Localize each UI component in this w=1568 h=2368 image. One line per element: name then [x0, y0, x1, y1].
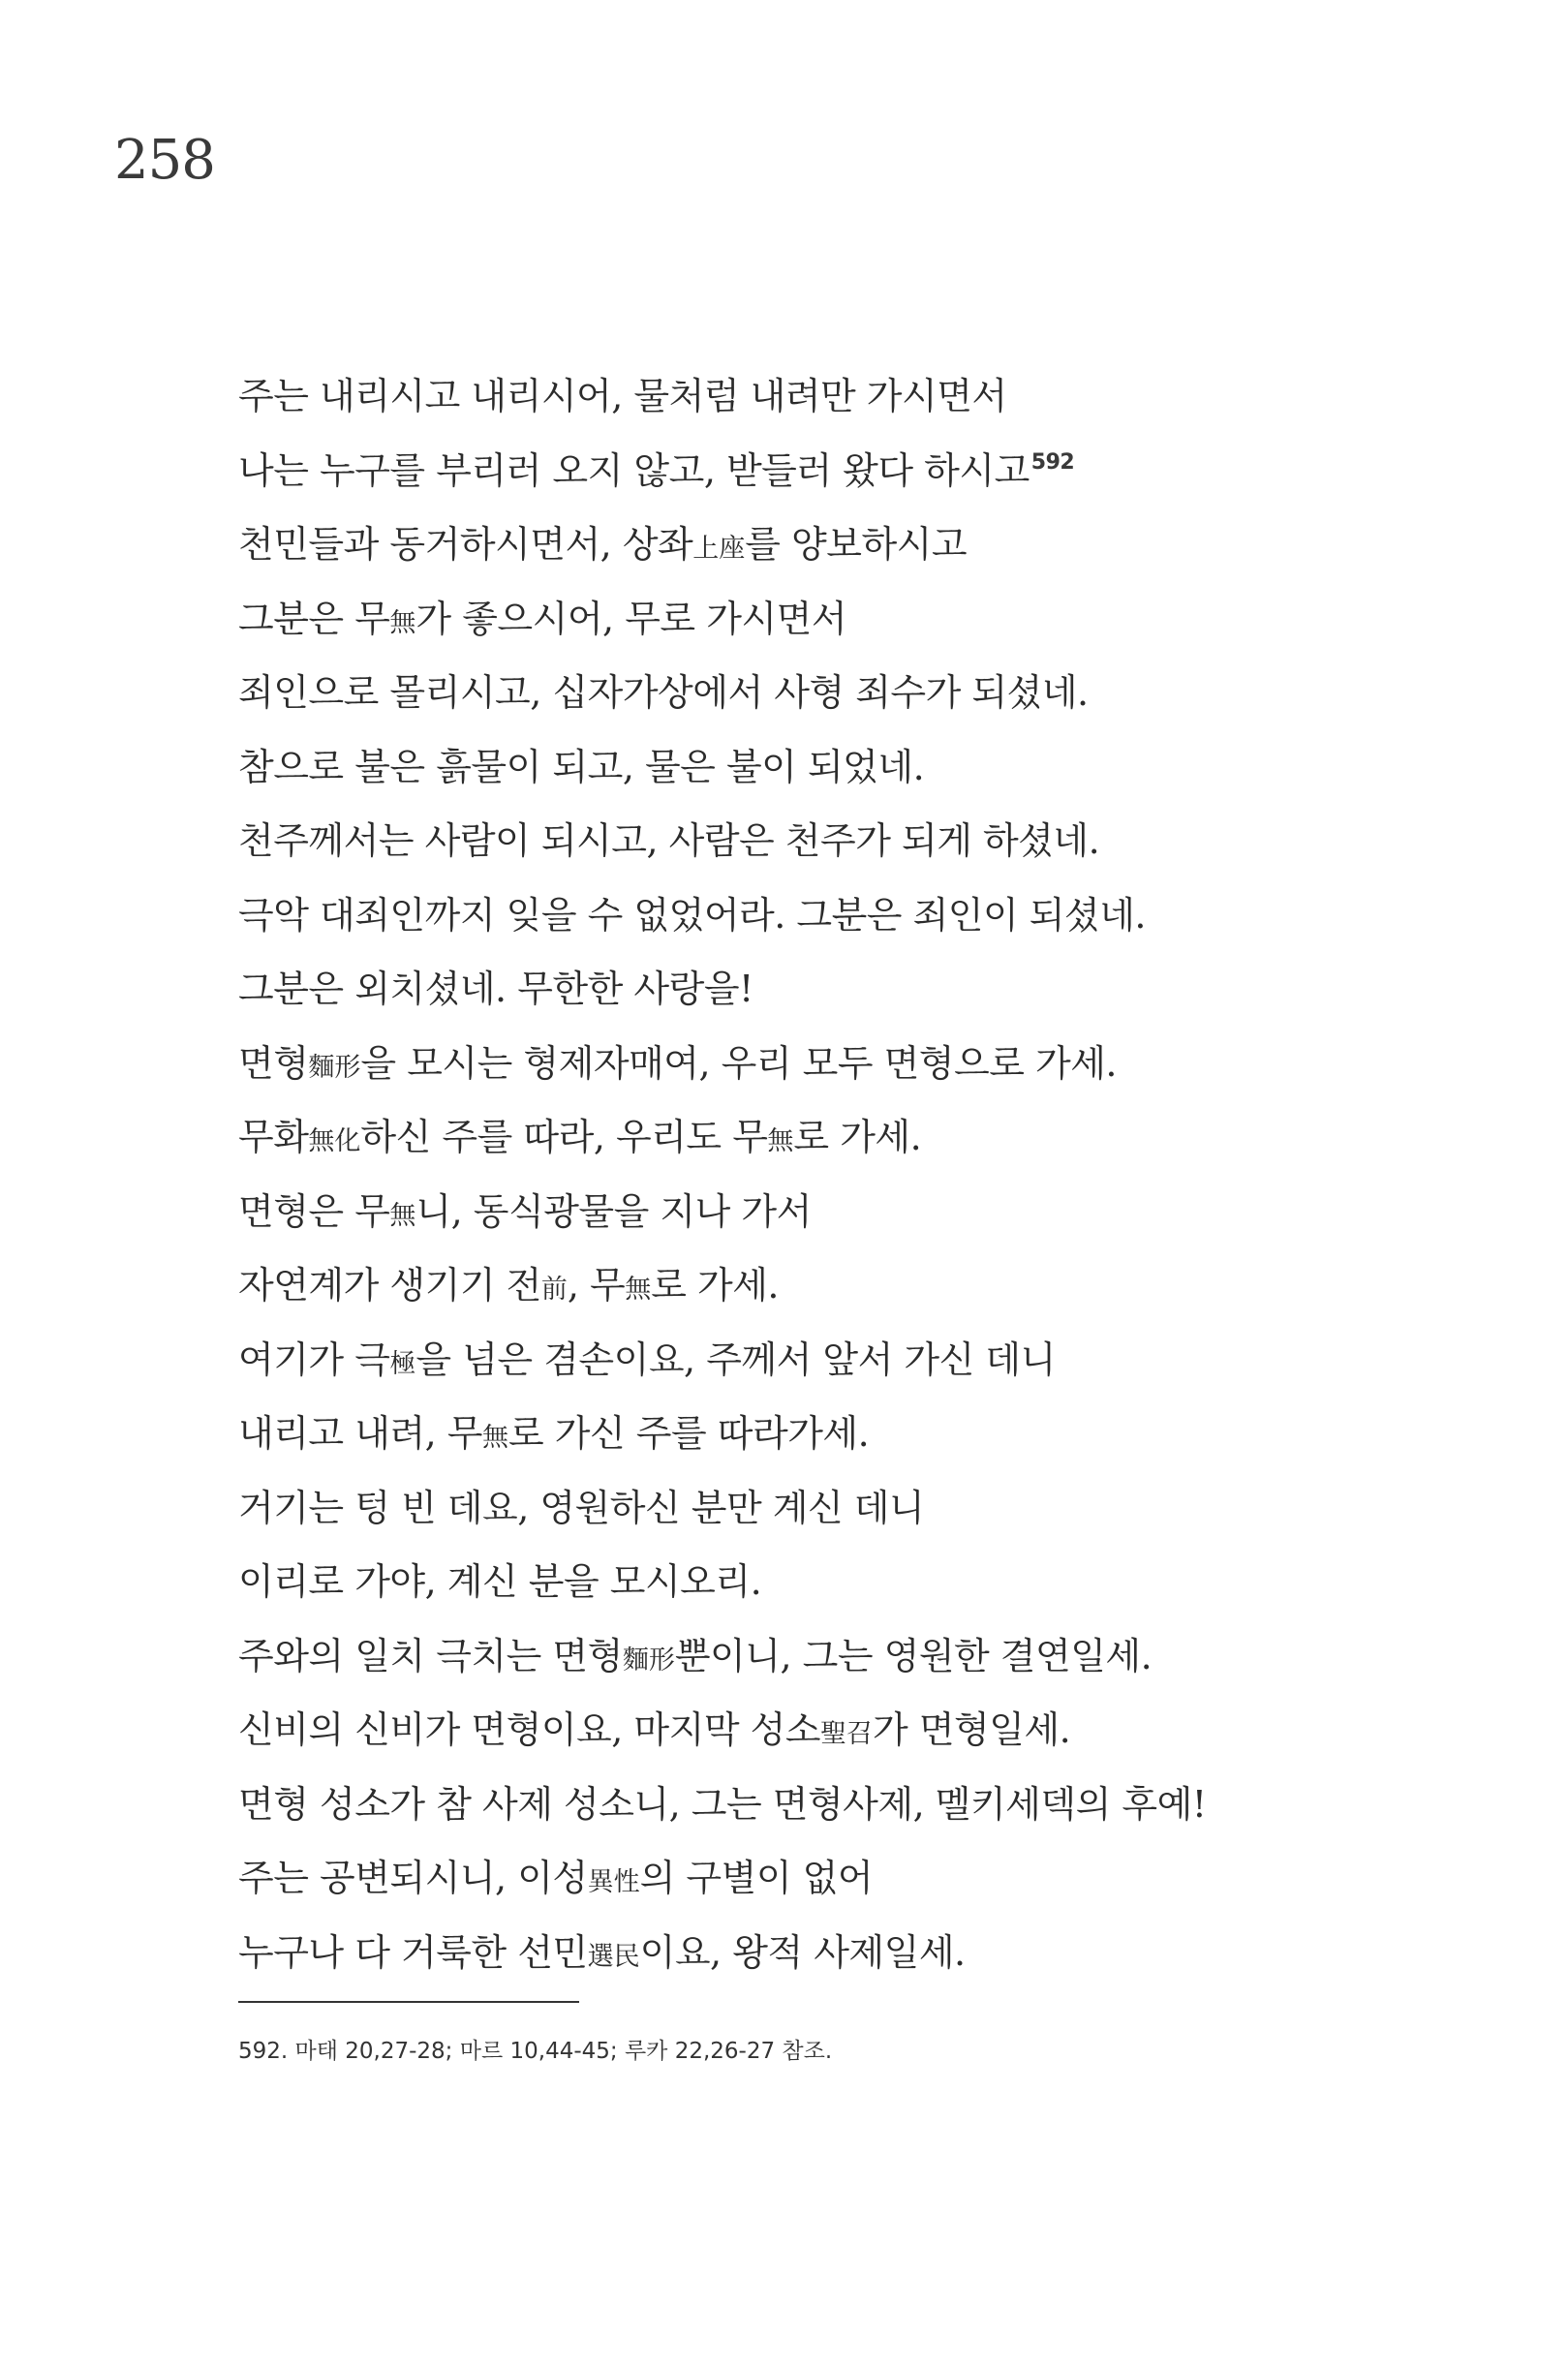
hanja-gloss: 聖召: [820, 1719, 874, 1749]
poem-line: [238, 1175, 1497, 1249]
hanja-gloss: 無化: [308, 1126, 361, 1156]
poem-line: [238, 1693, 1497, 1768]
line-text: 누구나 다 거룩한 선민: [238, 1930, 588, 1974]
poem-line: [238, 1619, 1497, 1694]
line-text: 신비의 신비가 면형이요, 마지막 성소: [238, 1708, 821, 1751]
line-text: 무화: [238, 1116, 309, 1158]
line-text: 가 좋으시어, 무로 가시면서: [415, 597, 847, 640]
line-text: 주와의 일치 극치는 면형: [238, 1634, 623, 1677]
hanja-gloss: 無: [625, 1275, 652, 1305]
hanja-gloss: 無: [389, 1200, 416, 1231]
hanja-gloss: 選民: [587, 1941, 640, 1972]
line-text: 참으로 불은 흙물이 되고, 물은 불이 되었네.: [238, 745, 925, 788]
footnote-ref: 592: [1030, 449, 1075, 475]
line-text: 면형 성소가 참 사제 성소니, 그는 면형사제, 멜키세덱의 후예!: [238, 1782, 1207, 1826]
poem-line: [238, 1471, 1497, 1546]
hanja-gloss: 麵形: [308, 1052, 361, 1083]
poem-line: [238, 1545, 1497, 1619]
line-text: 그분은 외치셨네. 무한한 사랑을!: [238, 968, 753, 1010]
line-text: 그분은 무: [238, 597, 390, 640]
line-text: 을 넘은 겸손이요, 주께서 앞서 가신 데니: [415, 1338, 1056, 1381]
footnote-divider: [238, 2001, 579, 2003]
hanja-gloss: 異性: [587, 1867, 640, 1897]
line-text: 면형은 무: [238, 1189, 390, 1233]
line-text: 니, 동식광물을 지나 가서: [415, 1189, 812, 1233]
hanja-gloss: 上座: [692, 534, 746, 564]
poem-line: [238, 359, 1497, 434]
poem-line: [238, 507, 1497, 582]
poem-line: [238, 878, 1497, 953]
hanja-gloss: 麵形: [622, 1645, 675, 1676]
hanja-gloss: 極: [389, 1348, 416, 1379]
page-number: 258: [114, 129, 215, 192]
poem-line: [238, 1027, 1497, 1101]
poem-line: [238, 1323, 1497, 1398]
line-text: 이리로 가야, 계신 분을 모시오리.: [238, 1560, 762, 1603]
line-text: 여기가 극: [238, 1338, 390, 1381]
line-text: 가 면형일세.: [873, 1708, 1071, 1751]
poem-line: [238, 1841, 1497, 1916]
line-text: 의 구별이 없어: [639, 1857, 874, 1899]
line-text: 거기는 텅 빈 데요, 영원하신 분만 계신 데니: [238, 1486, 925, 1529]
hanja-gloss: 無: [389, 607, 416, 638]
footnote-592: 592. 마태 20,27-28; 마르 10,44-45; 루카 22,26-27 참조.: [238, 2039, 833, 2064]
line-text: 천주께서는 사람이 되시고, 사람은 천주가 되게 하셨네.: [238, 819, 1100, 862]
line-text: 천민들과 동거하시면서, 상좌: [238, 523, 693, 566]
line-text: 나는 누구를 부리러 오지 않고, 받들러 왔다 하시고: [238, 448, 1030, 492]
line-text: 내리고 내려, 무: [238, 1412, 482, 1455]
line-text: 하신 주를 따라, 우리도 무: [360, 1116, 768, 1158]
poem-line: [238, 582, 1497, 657]
line-text: 를 양보하시고: [745, 523, 968, 566]
line-text: 면형: [238, 1041, 309, 1085]
poem-line: [238, 1916, 1497, 1990]
line-text: 로 가세.: [793, 1116, 922, 1158]
poem-line: [238, 730, 1497, 805]
line-text: 뿐이니, 그는 영원한 결연일세.: [674, 1634, 1153, 1677]
poem-body: [238, 359, 1497, 1989]
poem-line: [238, 804, 1497, 878]
line-text: 로 가세.: [651, 1264, 779, 1307]
poem-line: [238, 656, 1497, 730]
poem-line: [238, 1248, 1497, 1323]
poem-line: [238, 434, 1497, 508]
poem-line: [238, 1397, 1497, 1471]
line-text: 로 가신 주를 따라가세.: [508, 1412, 870, 1455]
hanja-gloss: 前: [540, 1275, 568, 1305]
line-text: 죄인으로 몰리시고, 십자가상에서 사형 죄수가 되셨네.: [238, 671, 1089, 714]
hanja-gloss: 無: [767, 1126, 794, 1156]
line-text: 주는 공변되시니, 이성: [238, 1857, 588, 1899]
line-text: 주는 내리시고 내리시어, 물처럼 내려만 가시면서: [238, 375, 1007, 417]
line-text: 극악 대죄인까지 잊을 수 없었어라. 그분은 죄인이 되셨네.: [238, 893, 1146, 937]
line-text: 자연계가 생기기 전: [238, 1264, 541, 1307]
line-text: 이요, 왕적 사제일세.: [639, 1930, 966, 1974]
poem-line: [238, 1768, 1497, 1842]
hanja-gloss: 無: [482, 1423, 508, 1453]
line-text: 을 모시는 형제자매여, 우리 모두 면형으로 가세.: [360, 1041, 1118, 1085]
line-text: , 무: [567, 1264, 626, 1307]
poem-line: [238, 1100, 1497, 1175]
poem-line: [238, 952, 1497, 1027]
